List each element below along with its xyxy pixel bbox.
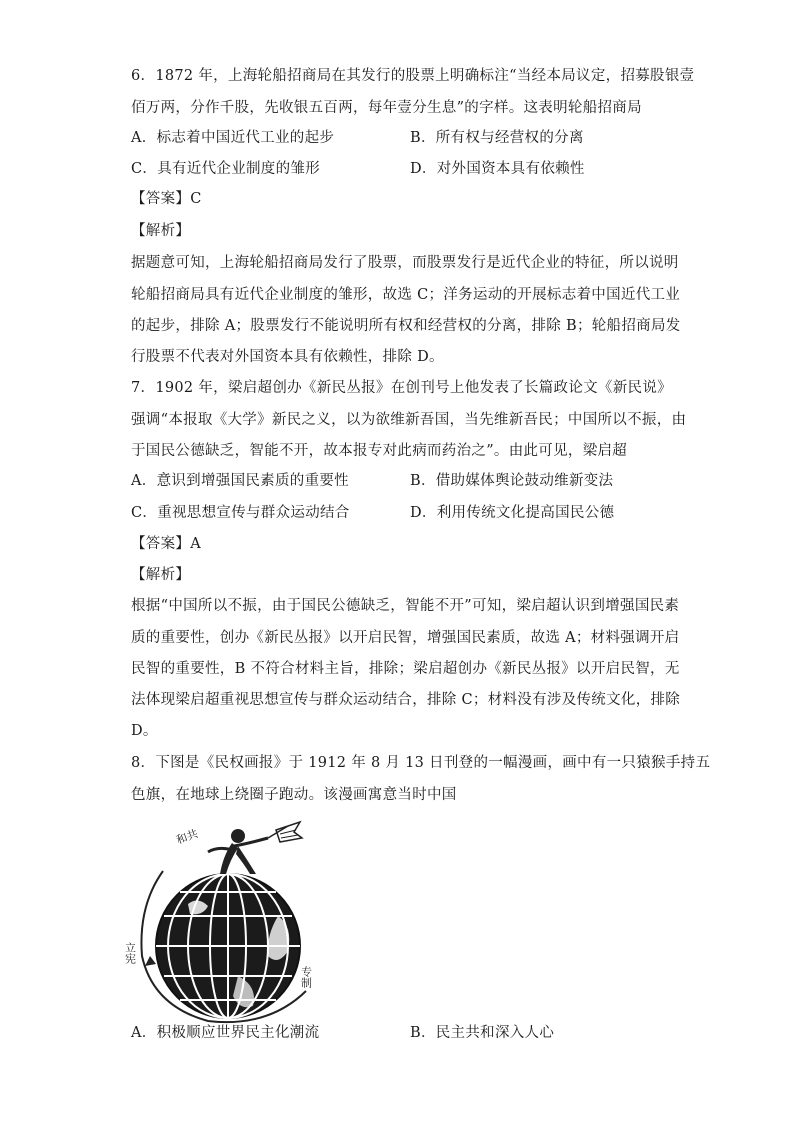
q7-analysis-line-5: D。 <box>131 723 158 739</box>
q7-analysis-label: 【解析】 <box>131 567 191 583</box>
cartoon-label-top: 和共 <box>174 827 200 847</box>
q6-answer: 【答案】C <box>131 191 202 207</box>
q6-analysis-line-2: 轮船招商局具有近代企业制度的雏形，故选 C；洋务运动的开展标志着中国近代工业 <box>131 287 681 303</box>
q8-option-a: A．积极顺应世界民主化潮流 <box>131 1025 320 1041</box>
q7-stem-line-3: 于国民公德缺乏，智能不开，故本报专对此病而药治之”。由此可见，梁启超 <box>131 443 628 459</box>
q6-analysis-line-1: 据题意可知，上海轮船招商局发行了股票，而股票发行是近代企业的特征，所以说明 <box>131 255 679 271</box>
q6-stem-line-2: 佰万两，分作千股，先收银五百两，每年壹分生息”的字样。这表明轮船招商局 <box>131 100 642 116</box>
q8-option-b: B．民主共和深入人心 <box>410 1025 555 1041</box>
cartoon-label-left: 立宪 <box>123 942 137 964</box>
q7-option-d: D．利用传统文化提高国民公德 <box>410 505 615 521</box>
q7-analysis-line-4: 法体现梁启超重视思想宣传与群众运动结合，排除 C；材料没有涉及传统文化，排除 <box>131 692 681 708</box>
q6-option-a: A．标志着中国近代工业的起步 <box>131 130 335 146</box>
q7-analysis-line-1: 根据“中国所以不振，由于国民公德缺乏，智能不开”可知，梁启超认识到增强国民素 <box>131 598 680 614</box>
q7-analysis-line-2: 质的重要性，创办《新民丛报》以开启民智，增强国民素质，故选 A；材料强调开启 <box>131 630 680 646</box>
q6-option-d: D．对外国资本具有依赖性 <box>410 161 585 177</box>
q6-analysis-label: 【解析】 <box>131 223 191 239</box>
q7-answer: 【答案】A <box>131 536 201 552</box>
q6-option-b: B．所有权与经营权的分离 <box>410 130 584 146</box>
q6-analysis-line-3: 的起步，排除 A；股票发行不能说明所有权和经营权的分离，排除 B；轮船招商局发 <box>131 318 681 334</box>
q7-stem-line-2: 强调“本报取《大学》新民之义，以为欲维新吾国，当先维新吾民；中国所以不振，由 <box>131 412 687 428</box>
q8-stem-line-2: 色旗，在地球上绕圈子跑动。该漫画寓意当时中国 <box>131 787 457 803</box>
q7-analysis-line-3: 民智的重要性，B 不符合材料主旨，排除；梁启超创办《新民丛报》以开启民智，无 <box>131 661 680 677</box>
cartoon-globe-monkey-image <box>123 816 328 1031</box>
q7-option-c: C．重视思想宣传与群众运动结合 <box>131 505 350 521</box>
q6-option-c: C．具有近代企业制度的雏形 <box>131 161 320 177</box>
q6-stem-line-1: 6．1872 年，上海轮船招商局在其发行的股票上明确标注“当经本局议定，招募股银壹 <box>131 68 695 84</box>
q6-analysis-line-4: 行股票不代表对外国资本具有依赖性，排除 D。 <box>131 349 444 365</box>
q7-option-a: A．意识到增强国民素质的重要性 <box>131 473 349 489</box>
q8-stem-line-1: 8．下图是《民权画报》于 1912 年 8 月 13 日刊登的一幅漫画，画中有一只猿猴手持五 <box>131 755 711 771</box>
q7-option-b: B．借助媒体舆论鼓动维新变法 <box>410 473 614 489</box>
cartoon-label-right: 专制 <box>299 966 313 988</box>
q7-stem-line-1: 7．1902 年，梁启超创办《新民丛报》在创刊号上他发表了长篇政论文《新民说》 <box>131 380 672 396</box>
